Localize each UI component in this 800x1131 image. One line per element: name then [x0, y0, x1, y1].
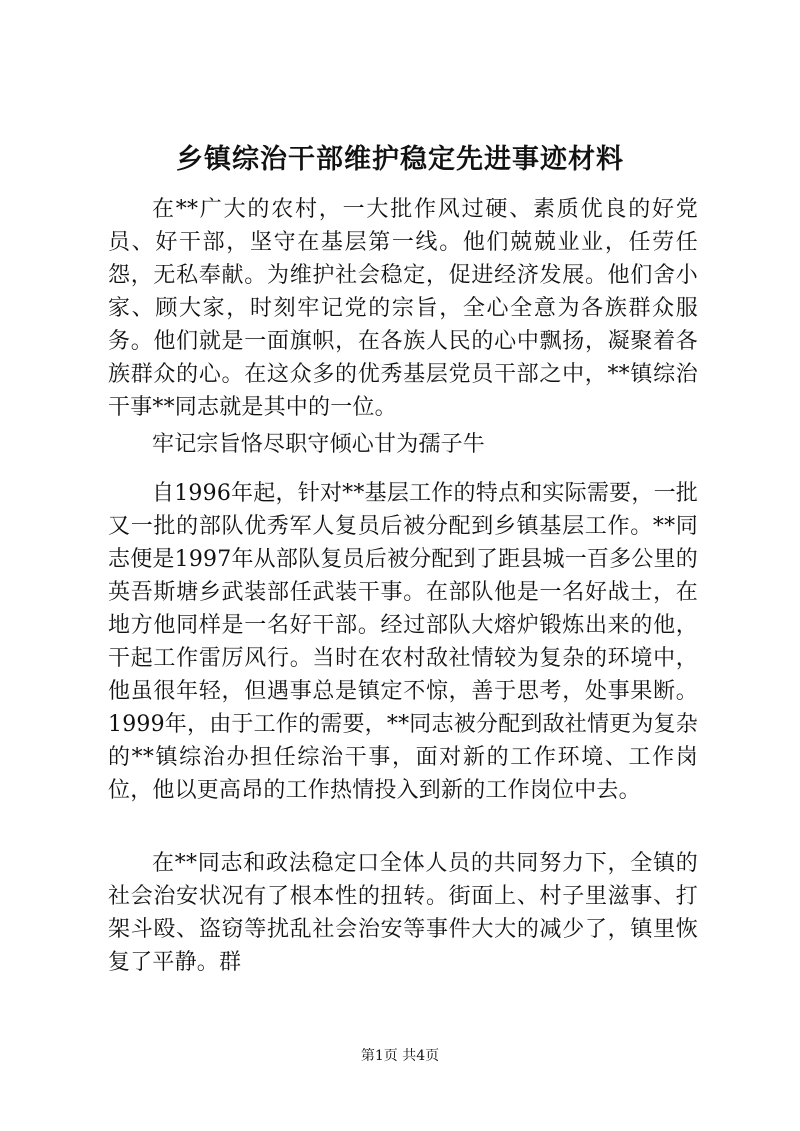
- document-title: 乡镇综治干部维护稳定先进事迹材料: [176, 144, 624, 175]
- paragraph-security: 在**同志和政法稳定口全体人员的共同努力下，全镇的社会治安状况有了根本性的扭转。街面上、村子里滋事、打架斗殴、盗窃等扰乱社会治安等事件大大的减少了，镇里恢复了平静。群: [108, 851, 698, 975]
- paragraph-career: 自1996年起，针对**基层工作的特点和实际需要，一批又一批的部队优秀军人复员后被分配到乡镇基层工作。**同志便是1997年从部队复员后被分配到了距县城一百多公里的英吾斯塘乡武装部任武装干事。在部队他是一名好战士，在地方他同样是一名好干部。经过部队大熔炉锻炼出来的他，干起工作雷厉风行。当时在农村敌社情较为复杂的环境中，他虽很年轻，但遇事总是镇定不惊，善于思考，处事果断。1999年，由于工作的需要，**同志被分配到敌社情更为复杂的**镇综治办担任综治干事，面对新的工作环境、工作岗位，他以更高昂的工作热情投入到新的工作岗位中去。: [108, 481, 698, 803]
- section-heading: 牢记宗旨恪尽职守倾心甘为孺子牛: [152, 432, 486, 457]
- paragraph-intro: 在**广大的农村，一大批作风过硬、素质优良的好党员、好干部，坚守在基层第一线。他们兢兢业业，任劳任怨，无私奉献。为维护社会稳定，促进经济发展。他们舍小家、顾大家，时刻牢记党的宗旨，全心全意为各族群众服务。他们就是一面旗帜，在各族人民的心中飘扬，凝聚着各族群众的心。在这众多的优秀基层党员干部之中，**镇综治干事**同志就是其中的一位。: [108, 197, 698, 420]
- page-footer: 第1页 共4页: [360, 1048, 440, 1064]
